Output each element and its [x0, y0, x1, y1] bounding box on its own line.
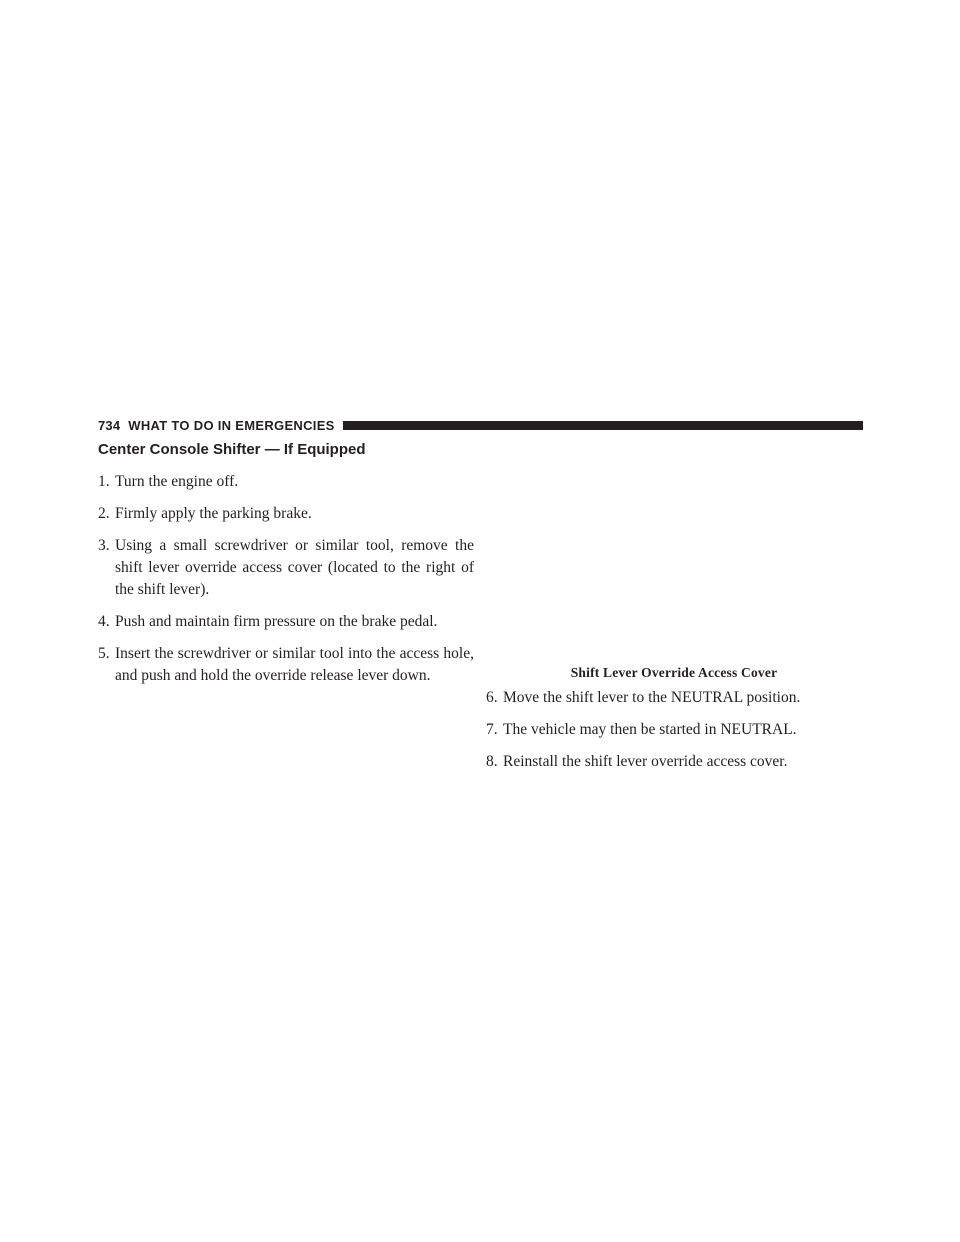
page-number: 734 [98, 417, 121, 433]
step-text: Move the shift lever to the NEUTRAL position. [503, 689, 801, 706]
step-item [486, 719, 866, 741]
step-number: 6. [486, 689, 498, 706]
step-number: 1. [98, 473, 110, 490]
step-item [98, 611, 474, 633]
subheading: Center Console Shifter — If Equipped [98, 441, 366, 458]
step-text: The vehicle may then be started in NEUTRAL. [503, 721, 797, 738]
steps-list-left [98, 471, 474, 697]
step-number: 2. [98, 505, 110, 522]
page-header [98, 416, 863, 434]
step-item [486, 751, 866, 773]
step-number: 3. [98, 537, 110, 554]
step-number: 5. [98, 645, 110, 662]
section-title: WHAT TO DO IN EMERGENCIES [128, 417, 335, 433]
figure-caption: Shift Lever Override Access Cover [570, 665, 778, 680]
step-text: Push and maintain firm pressure on the brake pedal. [115, 613, 438, 630]
step-item [98, 535, 474, 601]
step-number: 7. [486, 721, 498, 738]
step-number: 4. [98, 613, 110, 630]
steps-list-right [486, 687, 866, 783]
step-text: Turn the engine off. [115, 473, 239, 490]
step-number: 8. [486, 753, 498, 770]
figure-image [486, 461, 862, 657]
step-item [486, 687, 866, 709]
step-text: Insert the screwdriver or similar tool into the access hole, and push and hold the override release lever down. [115, 645, 474, 684]
step-text: Reinstall the shift lever override access cover. [503, 753, 788, 770]
step-item [98, 503, 474, 525]
step-item [98, 643, 474, 687]
step-text: Using a small screwdriver or similar tool, remove the shift lever override access cover (located to the right of the shift lever). [115, 537, 474, 598]
step-item [98, 471, 474, 493]
header-rule [343, 421, 863, 430]
step-text: Firmly apply the parking brake. [115, 505, 312, 522]
